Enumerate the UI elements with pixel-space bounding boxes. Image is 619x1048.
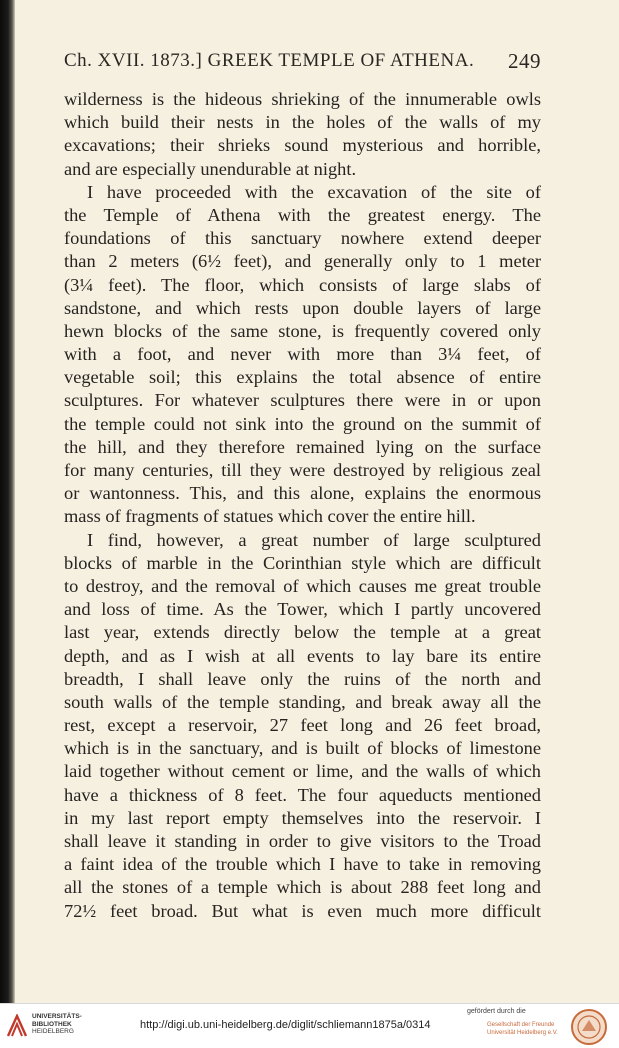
text-line: have a thickness of 8 feet. The four aqueducts mentioned: [64, 784, 541, 805]
text-line: the temple could not sink into the ground on the summit of: [64, 413, 541, 434]
text-line: shall leave it standing in order to give visitors to the Troad: [64, 831, 541, 851]
text-line: in my last report empty themselves into the reservoir. I: [64, 807, 541, 828]
digitization-footer: [0, 1003, 619, 1048]
text-line: to destroy, and the removal of which causes me great trouble: [64, 575, 541, 596]
text-line: and loss of time. As the Tower, which I partly uncovered: [64, 599, 541, 620]
text-line: and are especially unendurable at night.: [64, 158, 357, 179]
text-line: south walls of the temple standing, and break away all the: [64, 691, 541, 712]
society-name: Gesellschaft der Freunde Universität Heidelberg e.V.: [487, 1022, 558, 1036]
text-line: excavations; their shrieks sound mysterious and horrible,: [64, 135, 541, 156]
text-line: wilderness is the hideous shrieking of the innumerable owls: [64, 89, 541, 109]
text-line: which is in the sanctuary, and is built of blocks of limestone: [64, 738, 541, 759]
permalink-url[interactable]: http://digi.ub.uni-heidelberg.de/diglit/schliemann1875a/0314: [140, 1019, 431, 1031]
text-line: rest, except a reservoir, 27 feet long and 26 feet broad,: [64, 715, 541, 736]
text-line: or wantonness. This, and this alone, explains the enormous: [64, 483, 541, 504]
library-name: UNIVERSITÄTS- BIBLIOTHEK HEIDELBERG: [32, 1013, 82, 1035]
text-line: foundations of this sanctuary nowhere extend deeper: [64, 228, 541, 249]
running-head-title: Ch. XVII. 1873.] GREEK TEMPLE OF ATHENA.: [64, 50, 475, 71]
text-line: blocks of marble in the Corinthian style which are difficult: [64, 552, 541, 573]
funded-by-label: gefördert durch die: [467, 1008, 526, 1015]
text-line: which build their nests in the holes of the walls of my: [64, 112, 541, 133]
running-header: [64, 50, 541, 78]
text-line: hewn blocks of the same stone, is frequently covered only: [64, 320, 541, 341]
text-line: I find, however, a great number of large sculptured: [87, 529, 541, 550]
society-seal-icon: [569, 1008, 609, 1046]
text-line: depth, and as I wish at all events to lay bare its entire: [64, 645, 541, 666]
text-line: sandstone, and which rests upon double layers of large: [64, 297, 541, 318]
text-line: breadth, I shall leave only the ruins of the north and: [64, 668, 541, 689]
text-line: than 2 meters (6½ feet), and generally only to 1 meter: [64, 251, 541, 272]
text-line: (3¼ feet). The floor, which consists of large slabs of: [64, 274, 541, 295]
book-spine-shadow: [0, 0, 15, 1003]
text-line: the Temple of Athena with the greatest energy. The: [64, 204, 541, 225]
text-line: for many centuries, till they were destroyed by religious zeal: [64, 460, 541, 480]
text-line: sculptures. For whatever sculptures there were in or upon: [64, 390, 541, 411]
text-line: with a foot, and never with more than 3¼ feet, of: [64, 344, 541, 365]
text-line: a faint idea of the trouble which I have to take in removing: [64, 854, 541, 875]
body-text: [64, 88, 541, 923]
text-line: vegetable soil; this explains the total absence of entire: [64, 367, 541, 388]
page-number: 249: [508, 49, 541, 73]
text-line: all the stones of a temple which is about 288 feet long and: [64, 877, 541, 898]
university-library-logo-icon: [6, 1014, 28, 1038]
text-line: laid together without cement or lime, and the walls of which: [64, 761, 541, 782]
text-line: mass of fragments of statues which cover the entire hill.: [64, 506, 476, 527]
text-line: I have proceeded with the excavation of the site of: [87, 181, 541, 202]
text-line: last year, extends directly below the temple at a great: [64, 622, 541, 643]
text-line: the hill, and they therefore remained lying on the surface: [64, 436, 541, 457]
text-line: 72½ feet broad. But what is even much more difficult: [64, 900, 541, 921]
